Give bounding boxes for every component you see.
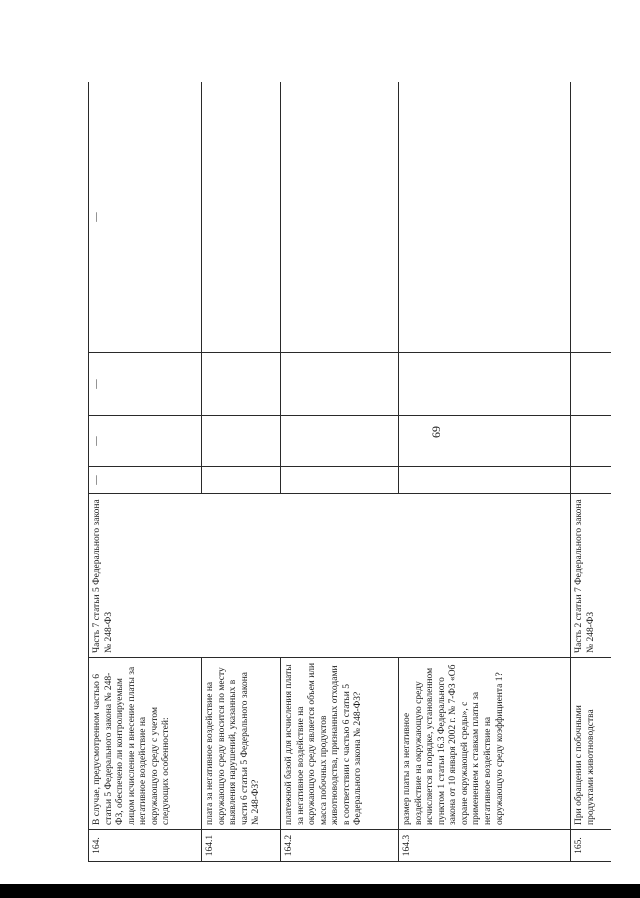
page-number: 69	[429, 426, 443, 438]
not-applicable-cell	[281, 353, 399, 416]
answer-yes-cell	[571, 467, 612, 494]
scan-bottom-edge	[0, 884, 640, 898]
comment-cell	[202, 82, 281, 353]
question-text: платежной базой для исчисления платы за негативное воздействие на окружающую среду является объем или масса побочных продуктов животноводства, признанных отходами в соответствии с частью 6 статьи 5 Федерального закона № 248-ФЗ?	[281, 658, 399, 830]
answer-no-cell	[399, 416, 571, 467]
table-row	[89, 82, 202, 862]
checklist-table	[88, 82, 611, 862]
question-text: В случае, предусмотренном частью 6 статьи 5 Федерального закона № 248-ФЗ, обеспечено ли контролируемым лицом исчисление и внесение платы за негативное воздействие на окружающую среду с учетом следующих особенностей:	[89, 658, 202, 830]
comment-cell	[281, 82, 399, 353]
question-text: размер платы за негативное воздействие на окружающую среду исчисляется в порядке, установленном пунктом 1 статьи 16.3 Федерального закона от 10 января 2002 г. № 7-ФЗ «Об охране окружающей среды», с применением к ставкам платы за негативное воздействие на окружающую среду коэффициента 1?	[399, 658, 571, 830]
row-number: 165.	[571, 830, 612, 862]
not-applicable-cell	[399, 353, 571, 416]
answer-no-cell	[202, 416, 281, 467]
row-number: 164.2	[281, 830, 399, 862]
row-number: 164.1	[202, 830, 281, 862]
not-applicable-cell	[202, 353, 281, 416]
row-number: 164.	[89, 830, 202, 862]
answer-no-cell	[281, 416, 399, 467]
legal-basis: Часть 2 статьи 7 Федерального закона № 248-ФЗ	[571, 494, 612, 658]
table-row	[571, 82, 612, 862]
answer-no-cell: —	[89, 416, 202, 467]
legal-basis: Часть 7 статьи 5 Федерального закона № 248-ФЗ	[89, 494, 571, 658]
question-text: При обращении с побочными продуктами животноводства	[571, 658, 612, 830]
comment-cell	[399, 82, 571, 353]
answer-yes-cell	[399, 467, 571, 494]
answer-no-cell	[571, 416, 612, 467]
comment-cell: —	[89, 82, 202, 353]
comment-cell	[571, 82, 612, 353]
checklist-table-frame	[88, 82, 611, 862]
table-row	[281, 82, 399, 862]
table-row	[202, 82, 281, 862]
not-applicable-cell: —	[89, 353, 202, 416]
answer-yes-cell	[202, 467, 281, 494]
answer-yes-cell	[281, 467, 399, 494]
table-row	[399, 82, 571, 862]
row-number: 164.3	[399, 830, 571, 862]
question-text: плата за негативное воздействие на окружающую среду вносится по месту выявления нарушений, указанных в части 6 статьи 5 Федерального закона № 248-ФЗ?	[202, 658, 281, 830]
rotated-page-content	[88, 82, 611, 862]
answer-yes-cell: —	[89, 467, 202, 494]
not-applicable-cell	[571, 353, 612, 416]
